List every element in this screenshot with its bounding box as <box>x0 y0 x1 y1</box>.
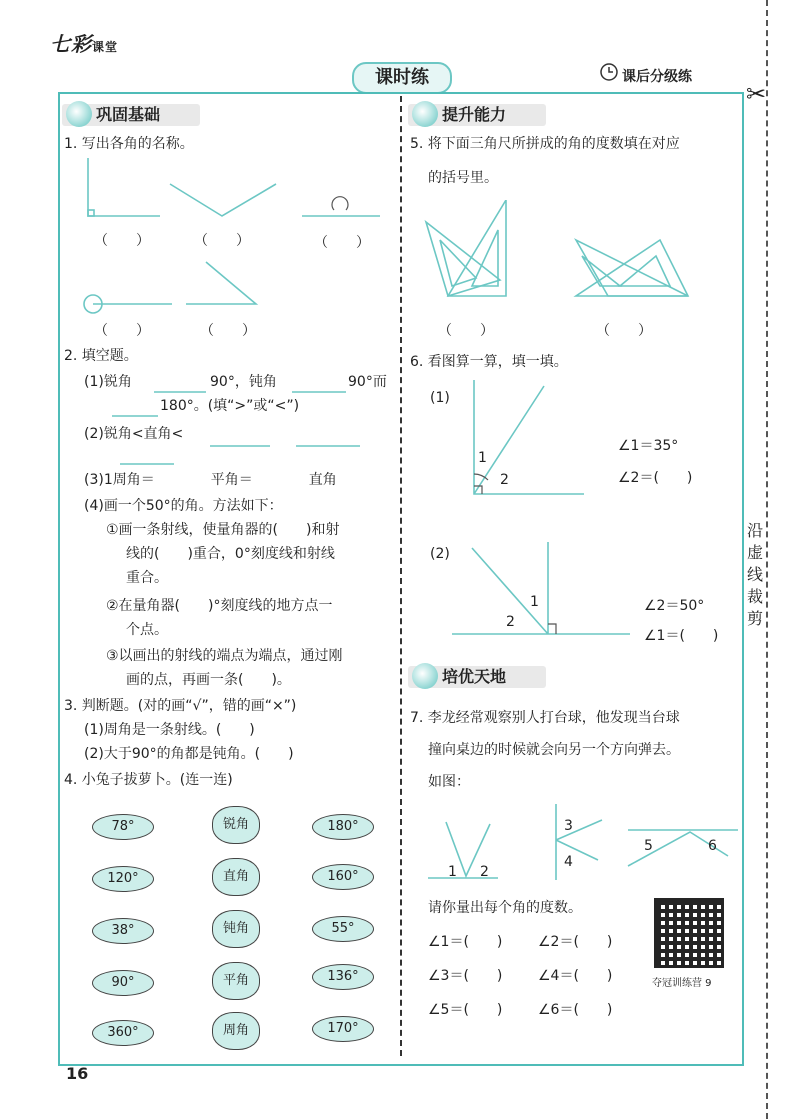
q2-s3: (3)1周角＝ 平角＝ 直角 <box>84 472 337 488</box>
q2-blank-lines <box>110 380 400 470</box>
q7-label-5: 5 <box>644 838 653 854</box>
q4-text: 4. 小兔子拔萝卜。(连一连) <box>64 772 233 788</box>
carrot-right-2[interactable]: 160° <box>312 864 374 890</box>
carrot-right-1[interactable]: 180° <box>312 814 374 840</box>
q7-line2: 撞向桌边的时候就会向另一个方向弹去。 <box>428 742 680 758</box>
column-divider <box>400 96 402 1056</box>
q6-p2-label: (2) <box>430 546 450 562</box>
q1-blank-4[interactable]: （ ） <box>94 323 150 339</box>
q2-s1b: 90°，钝角 <box>210 374 277 390</box>
q2-s4b: 线的( )重合，0°刻度线和射线 <box>126 546 335 562</box>
qr-caption: 夺冠训练营 9 <box>652 978 712 989</box>
q1-blank-5[interactable]: （ ） <box>200 323 256 339</box>
q6-fig2-label-2: 2 <box>506 614 515 630</box>
q7-label-2: 2 <box>480 864 489 880</box>
level-label: 课后分级练 <box>622 69 692 85</box>
q2-text: 2. 填空题。 <box>64 348 138 364</box>
q3-s1: (1)周角是一条射线。( ) <box>84 722 255 738</box>
q6-fig1-label-1: 1 <box>478 450 487 466</box>
rabbit-2[interactable]: 直角 <box>212 858 260 896</box>
rabbit-5[interactable]: 周角 <box>212 1012 260 1050</box>
q7-label-4: 4 <box>564 854 573 870</box>
q1-blank-2[interactable]: （ ） <box>194 233 250 249</box>
carrot-left-5[interactable]: 360° <box>92 1020 154 1046</box>
q2-s2: (2)锐角<直角< <box>84 426 184 442</box>
q7-ask: 请你量出每个角的度数。 <box>428 900 582 916</box>
q7-label-3: 3 <box>564 818 573 834</box>
q6-p1a: ∠1＝35° <box>618 438 679 454</box>
q7-billiard-figures <box>428 800 738 882</box>
q6-fig2-label-1: 1 <box>530 594 539 610</box>
q6-p1-label: (1) <box>430 390 450 406</box>
carrot-left-4[interactable]: 90° <box>92 970 154 996</box>
q1-text: 1. 写出各角的名称。 <box>64 136 194 152</box>
section-excellence: 培优天地 <box>408 666 546 688</box>
bullet-icon <box>412 663 438 689</box>
q2-s4: (4)画一个50°的角。方法如下： <box>84 498 283 514</box>
carrot-left-3[interactable]: 38° <box>92 918 154 944</box>
q6-p2b[interactable]: ∠1＝( ) <box>644 628 719 644</box>
q7-a1[interactable]: ∠1＝( ) <box>428 934 503 950</box>
q2-s4d: ②在量角器( )°刻度线的地方点一 <box>106 598 333 614</box>
q3-text: 3. 判断题。(对的画“√”，错的画“×”) <box>64 698 297 714</box>
q2-s1a: (1)锐角 <box>84 374 132 390</box>
scissors-icon: ✂ <box>746 80 767 108</box>
carrot-left-2[interactable]: 120° <box>92 866 154 892</box>
q6-p2a: ∠2＝50° <box>644 598 705 614</box>
qr-code-icon[interactable] <box>654 898 724 968</box>
q2-s4f: ③以画出的射线的端点为端点，通过刚 <box>106 648 343 664</box>
q7-line3: 如图： <box>428 774 470 790</box>
cut-line <box>766 0 768 1119</box>
q7-a2[interactable]: ∠2＝( ) <box>538 934 613 950</box>
rabbit-3[interactable]: 钝角 <box>212 910 260 948</box>
q5-blank-2[interactable]: （ ） <box>596 323 652 339</box>
q6-fig1-label-2: 2 <box>500 472 509 488</box>
cut-instruction: 沿虚线裁剪 <box>744 520 766 630</box>
q3-s2: (2)大于90°的角都是钝角。( ) <box>84 746 294 762</box>
bullet-icon <box>412 101 438 127</box>
q1-blank-1[interactable]: （ ） <box>94 233 150 249</box>
page-title: 课时练 <box>352 62 452 94</box>
q5-line1: 5. 将下面三角尺所拼成的角的度数填在对应 <box>410 136 680 152</box>
q7-a3[interactable]: ∠3＝( ) <box>428 968 503 984</box>
carrot-left-1[interactable]: 78° <box>92 814 154 840</box>
q1-blank-3[interactable]: （ ） <box>314 235 370 251</box>
q6-fig1 <box>460 380 590 500</box>
q6-text: 6. 看图算一算，填一填。 <box>410 354 568 370</box>
q7-label-6: 6 <box>708 838 717 854</box>
carrot-right-5[interactable]: 170° <box>312 1016 374 1042</box>
q5-triangle-figures <box>420 200 690 300</box>
section-basic: 巩固基础 <box>62 104 200 126</box>
bullet-icon <box>66 101 92 127</box>
q2-s4g: 画的点，再画一条( )。 <box>126 672 291 688</box>
q7-a5[interactable]: ∠5＝( ) <box>428 1002 503 1018</box>
q7-label-1: 1 <box>448 864 457 880</box>
q6-p1b[interactable]: ∠2＝( ) <box>618 470 693 486</box>
clock-icon <box>598 60 620 82</box>
rabbit-4[interactable]: 平角 <box>212 962 260 1000</box>
q6-fig2 <box>452 540 632 640</box>
brand-logo: 七彩课堂 <box>50 32 119 56</box>
q2-s4a: ①画一条射线，使量角器的( )和射 <box>106 522 340 538</box>
q7-a6[interactable]: ∠6＝( ) <box>538 1002 613 1018</box>
q5-blank-1[interactable]: （ ） <box>438 323 494 339</box>
q7-line1: 7. 李龙经常观察别人打台球，他发现当台球 <box>410 710 680 726</box>
q2-s1d: 180°。(填“>”或“<”) <box>160 398 300 414</box>
section-advance: 提升能力 <box>408 104 546 126</box>
q2-s4c: 重合。 <box>126 570 168 586</box>
rabbit-1[interactable]: 锐角 <box>212 806 260 844</box>
q2-s4e: 个点。 <box>126 622 168 638</box>
q5-line2: 的括号里。 <box>428 170 498 186</box>
carrot-right-4[interactable]: 136° <box>312 964 374 990</box>
q2-s1c: 90°而 <box>348 374 387 390</box>
q7-a4[interactable]: ∠4＝( ) <box>538 968 613 984</box>
carrot-right-3[interactable]: 55° <box>312 916 374 942</box>
page-number: 16 <box>66 1064 89 1083</box>
